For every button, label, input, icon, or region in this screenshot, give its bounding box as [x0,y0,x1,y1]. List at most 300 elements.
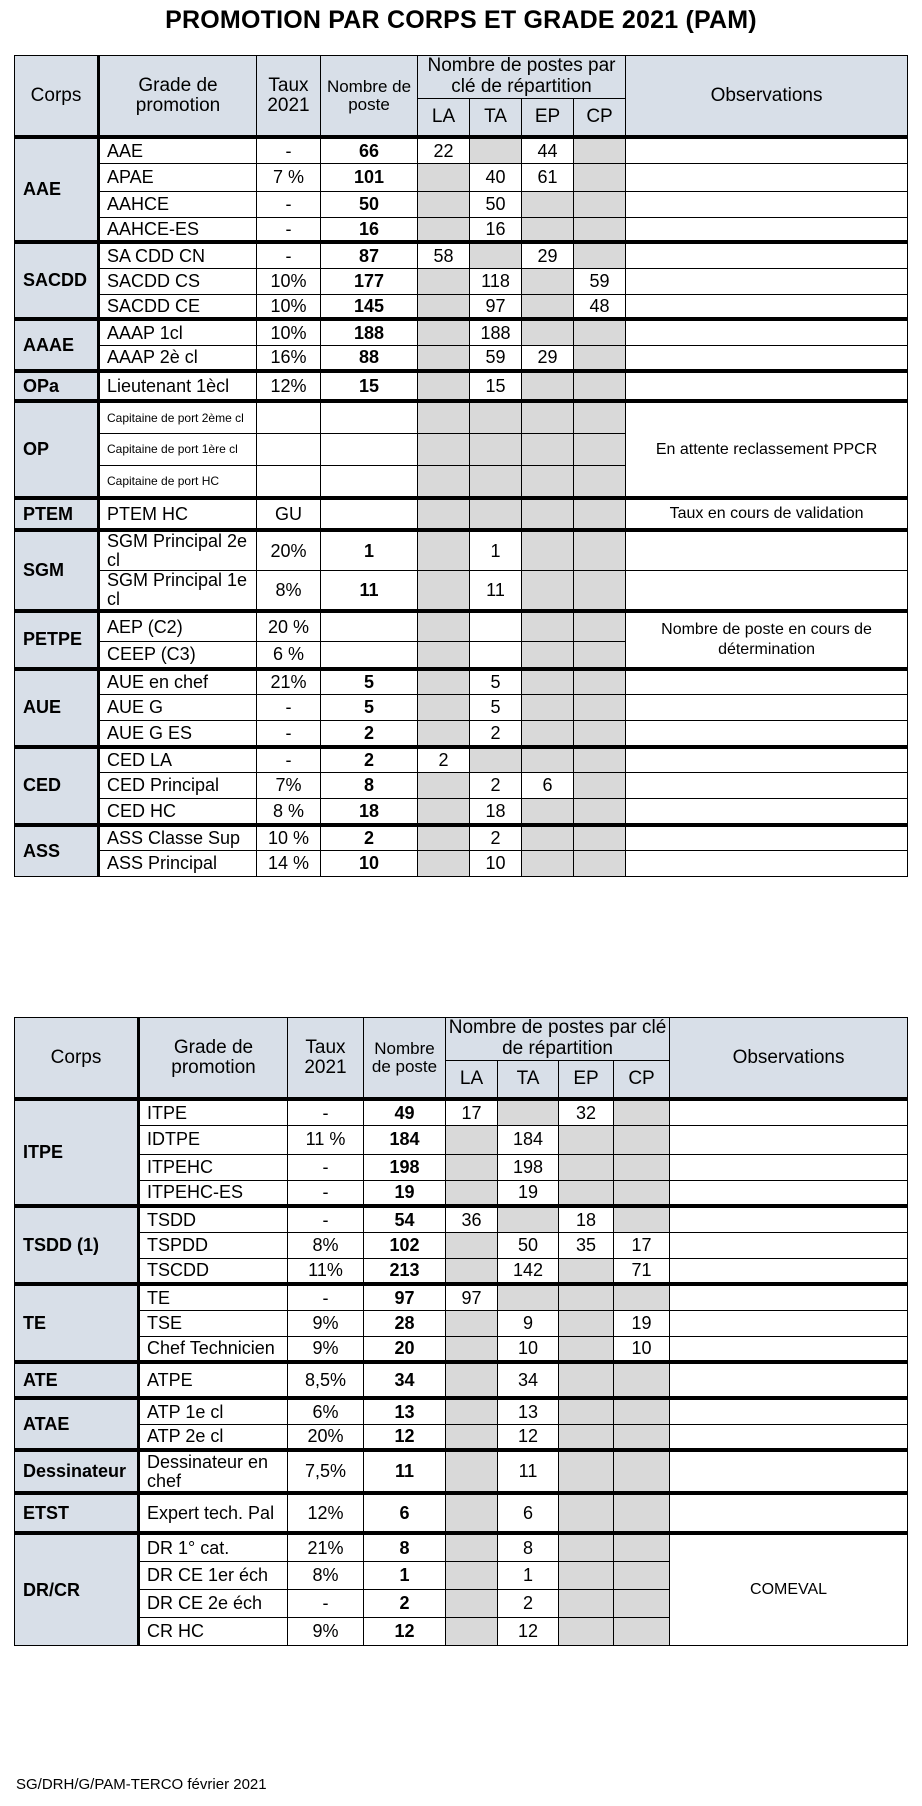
ta-cell: 11 [498,1450,559,1493]
observation-cell [670,1398,908,1424]
nombre-cell: 102 [364,1232,446,1258]
table-row [15,163,908,191]
header-observations: Observations [626,56,908,138]
ep-cell: 18 [559,1206,614,1232]
nombre-cell: 34 [364,1362,446,1398]
grade-cell: CED Principal [99,773,257,799]
la-cell [418,695,470,721]
ep-cell [522,611,574,642]
grade-cell: CR HC [139,1617,288,1645]
ta-cell [470,611,522,642]
ep-cell [559,1450,614,1493]
observation-cell [626,773,908,799]
ta-cell: 198 [498,1154,559,1180]
ep-cell [559,1493,614,1533]
nombre-cell: 8 [364,1533,446,1561]
observation-cell [670,1336,908,1362]
table-row [15,611,908,642]
ta-cell: 13 [498,1398,559,1424]
header-ep: EP [522,98,574,137]
corps-label: SGM [15,530,99,611]
corps-label: PETPE [15,611,99,669]
observation-cell [670,1099,908,1125]
grade-cell: AAAP 2è cl [99,345,257,371]
cp-cell [614,1398,670,1424]
grade-cell: TSDD [139,1206,288,1232]
taux-cell: 9% [288,1310,364,1336]
corps-label: SACDD [15,242,99,319]
nombre-cell: 10 [321,851,418,877]
ep-cell [522,642,574,669]
cp-cell: 10 [614,1336,670,1362]
header-taux: Taux 2021 [288,1018,364,1100]
ta-cell [498,1206,559,1232]
table-row [15,268,908,294]
header-cp: CP [574,98,626,137]
ta-cell: 184 [498,1125,559,1154]
taux-cell: 10 % [257,825,321,851]
ta-cell: 34 [498,1362,559,1398]
ep-cell [522,191,574,217]
taux-cell: 8% [288,1561,364,1589]
cp-cell [614,1589,670,1617]
cp-cell [574,799,626,825]
nombre-cell: 2 [321,825,418,851]
table-row [15,294,908,319]
corps-label: ITPE [15,1099,139,1206]
la-cell [446,1310,498,1336]
grade-cell: ATPE [139,1362,288,1398]
cp-cell [614,1154,670,1180]
la-cell [446,1561,498,1589]
grade-cell: AUE en chef [99,669,257,695]
ta-cell [470,642,522,669]
cp-cell [574,191,626,217]
page-title: PROMOTION PAR CORPS ET GRADE 2021 (PAM) [165,6,757,34]
header-cp: CP [614,1060,670,1099]
observation-cell [670,1206,908,1232]
ep-cell [522,401,574,433]
observation-cell [670,1450,908,1493]
table-row [15,1493,908,1533]
la-cell [446,1154,498,1180]
nombre-cell: 2 [321,747,418,773]
grade-cell: Capitaine de port 1ère cl [99,433,257,465]
nombre-cell: 184 [364,1125,446,1154]
taux-cell: 10% [257,294,321,319]
ep-cell [559,1154,614,1180]
cp-cell [574,137,626,163]
ep-cell [522,498,574,530]
observation-cell [670,1154,908,1180]
taux-cell: - [288,1154,364,1180]
grade-cell: PTEM HC [99,498,257,530]
observation-cell [626,825,908,851]
ep-cell [522,669,574,695]
footer-reference: SG/DRH/G/PAM-TERCO février 2021 [16,1776,267,1793]
header-ep: EP [559,1060,614,1099]
observation-cell [670,1424,908,1450]
grade-cell: CED HC [99,799,257,825]
corps-label: PTEM [15,498,99,530]
cp-cell [614,1493,670,1533]
cp-cell [614,1206,670,1232]
nombre-cell: 49 [364,1099,446,1125]
corps-label: AAAE [15,319,99,371]
grade-cell: Capitaine de port 2ème cl [99,401,257,433]
promotion-table-2 [14,1017,908,1646]
ep-cell [522,465,574,498]
corps-label: Dessinateur [15,1450,139,1493]
la-cell [418,268,470,294]
table-row [15,1258,908,1284]
la-cell [446,1450,498,1493]
la-cell [418,642,470,669]
taux-cell: 11% [288,1258,364,1284]
la-cell [418,825,470,851]
observation-cell [626,530,908,570]
table-row [15,1450,908,1493]
corps-label: ASS [15,825,99,877]
ta-cell: 10 [470,851,522,877]
la-cell [446,1232,498,1258]
grade-cell: Expert tech. Pal [139,1493,288,1533]
ep-cell [522,433,574,465]
nombre-cell: 13 [364,1398,446,1424]
observation-cell [670,1284,908,1310]
header-corps: Corps [15,1018,139,1100]
observation-cell: En attente reclassement PPCR [626,401,908,498]
header-ta: TA [470,98,522,137]
ep-cell [559,1362,614,1398]
grade-cell: DR CE 2e éch [139,1589,288,1617]
grade-cell: ITPE [139,1099,288,1125]
observation-cell [626,721,908,747]
ta-cell: 1 [470,530,522,570]
grade-cell: ATP 1e cl [139,1398,288,1424]
observation-cell [626,217,908,242]
corps-label: OPa [15,371,99,401]
grade-cell: Capitaine de port HC [99,465,257,498]
ep-cell [559,1180,614,1206]
taux-cell: 6 % [257,642,321,669]
taux-cell: 20 % [257,611,321,642]
observation-cell: Taux en cours de validation [626,498,908,530]
la-cell [446,1424,498,1450]
taux-cell: 21% [257,669,321,695]
grade-cell: TSPDD [139,1232,288,1258]
cp-cell [614,1533,670,1561]
ep-cell [522,747,574,773]
la-cell [446,1589,498,1617]
grade-cell: AAAP 1cl [99,319,257,345]
taux-cell: - [257,695,321,721]
header-corps: Corps [15,56,99,138]
la-cell: 97 [446,1284,498,1310]
ta-cell: 18 [470,799,522,825]
grade-cell: IDTPE [139,1125,288,1154]
ta-cell: 15 [470,371,522,401]
ep-cell [559,1284,614,1310]
header-postes: Nombre de postes par clé de répartition [446,1018,670,1061]
grade-cell: SA CDD CN [99,242,257,268]
ta-cell: 5 [470,695,522,721]
la-cell [446,1336,498,1362]
la-cell [418,163,470,191]
ta-cell: 9 [498,1310,559,1336]
table-row [15,571,908,611]
taux-cell: 8,5% [288,1362,364,1398]
ep-cell: 61 [522,163,574,191]
ep-cell [559,1310,614,1336]
ep-cell [522,268,574,294]
observation-cell [626,294,908,319]
ta-cell: 2 [470,773,522,799]
taux-cell: - [288,1099,364,1125]
observation-cell [626,571,908,611]
cp-cell [614,1125,670,1154]
ta-cell [470,433,522,465]
taux-cell: 10% [257,319,321,345]
nombre-cell: 18 [321,799,418,825]
la-cell [418,571,470,611]
cp-cell [574,433,626,465]
table-row [15,1424,908,1450]
ep-cell: 29 [522,345,574,371]
ta-cell: 5 [470,669,522,695]
observation-cell [626,268,908,294]
ta-cell [470,401,522,433]
taux-cell: 12% [257,371,321,401]
la-cell [418,530,470,570]
table-row [15,851,908,877]
nombre-cell: 101 [321,163,418,191]
grade-cell: Lieutenant 1ècl [99,371,257,401]
cp-cell [574,319,626,345]
nombre-cell: 15 [321,371,418,401]
cp-cell [614,1284,670,1310]
nombre-cell: 1 [321,530,418,570]
header-la: LA [418,98,470,137]
table-row [15,1154,908,1180]
ta-cell: 2 [498,1589,559,1617]
nombre-cell: 8 [321,773,418,799]
table-row [15,1533,908,1561]
table-row [15,1206,908,1232]
header-grade: Grade de promotion [139,1018,288,1100]
cp-cell [574,642,626,669]
nombre-cell [321,401,418,433]
ta-cell [470,137,522,163]
table-row [15,217,908,242]
nombre-cell [321,433,418,465]
taux-cell: - [288,1589,364,1617]
taux-cell: 14 % [257,851,321,877]
observation-cell [626,191,908,217]
ep-cell [559,1398,614,1424]
ep-cell [522,530,574,570]
cp-cell [614,1617,670,1645]
ta-cell: 50 [470,191,522,217]
grade-cell: TE [139,1284,288,1310]
grade-cell: AEP (C2) [99,611,257,642]
nombre-cell: 1 [364,1561,446,1589]
table-row [15,1398,908,1424]
ep-cell [559,1424,614,1450]
taux-cell: 11 % [288,1125,364,1154]
header-taux: Taux 2021 [257,56,321,138]
observation-cell [626,242,908,268]
promotion-table-1 [14,55,908,877]
table-row [15,1362,908,1398]
cp-cell: 17 [614,1232,670,1258]
table-row [15,747,908,773]
observation-cell [626,695,908,721]
observation-cell: COMEVAL [670,1533,908,1645]
taux-cell: - [257,217,321,242]
ep-cell [522,695,574,721]
cp-cell [574,721,626,747]
la-cell [418,799,470,825]
cp-cell [574,465,626,498]
taux-cell: 16% [257,345,321,371]
la-cell [446,1533,498,1561]
cp-cell [574,747,626,773]
nombre-cell: 20 [364,1336,446,1362]
table-row [15,825,908,851]
taux-cell: - [288,1284,364,1310]
grade-cell: ITPEHC [139,1154,288,1180]
table-row [15,669,908,695]
table-row [15,345,908,371]
observation-cell [670,1310,908,1336]
ta-cell: 97 [470,294,522,319]
taux-cell [257,433,321,465]
ta-cell [470,242,522,268]
taux-cell: 8% [257,571,321,611]
la-cell [418,498,470,530]
cp-cell: 59 [574,268,626,294]
grade-cell: ITPEHC-ES [139,1180,288,1206]
la-cell: 22 [418,137,470,163]
ta-cell: 118 [470,268,522,294]
la-cell [418,345,470,371]
taux-cell: 21% [288,1533,364,1561]
la-cell [446,1617,498,1645]
observation-cell [670,1362,908,1398]
observation-cell [626,747,908,773]
ta-cell: 2 [470,825,522,851]
ta-cell: 59 [470,345,522,371]
ep-cell [522,371,574,401]
cp-cell [574,695,626,721]
cp-cell [574,611,626,642]
cp-cell: 19 [614,1310,670,1336]
taux-cell: 8 % [257,799,321,825]
observation-cell: Nombre de poste en cours de détermination [626,611,908,669]
observation-cell [626,669,908,695]
grade-cell: AAE [99,137,257,163]
cp-cell [574,669,626,695]
corps-label: TE [15,1284,139,1362]
observation-cell [670,1180,908,1206]
cp-cell [614,1099,670,1125]
grade-cell: AUE G [99,695,257,721]
nombre-cell: 50 [321,191,418,217]
grade-cell: CED LA [99,747,257,773]
corps-label: DR/CR [15,1533,139,1645]
corps-label: ATAE [15,1398,139,1450]
taux-cell: 20% [288,1424,364,1450]
table-row [15,191,908,217]
taux-cell: GU [257,498,321,530]
cp-cell [614,1424,670,1450]
ta-cell: 19 [498,1180,559,1206]
taux-cell: 10% [257,268,321,294]
observation-cell [626,163,908,191]
nombre-cell: 88 [321,345,418,371]
la-cell [418,465,470,498]
grade-cell: ATP 2e cl [139,1424,288,1450]
table-row [15,1125,908,1154]
corps-label: TSDD (1) [15,1206,139,1284]
nombre-cell: 188 [321,319,418,345]
header-nombre: Nombre de poste [364,1018,446,1100]
ta-cell: 188 [470,319,522,345]
grade-cell: DR 1° cat. [139,1533,288,1561]
table-row [15,1310,908,1336]
table-row [15,319,908,345]
la-cell [418,319,470,345]
la-cell [446,1125,498,1154]
nombre-cell: 177 [321,268,418,294]
grade-cell: Chef Technicien [139,1336,288,1362]
ep-cell [559,1125,614,1154]
grade-cell: ASS Classe Sup [99,825,257,851]
observation-cell [626,799,908,825]
table-row [15,1284,908,1310]
nombre-cell: 145 [321,294,418,319]
nombre-cell: 5 [321,669,418,695]
la-cell [418,851,470,877]
taux-cell: 20% [257,530,321,570]
taux-cell: - [257,747,321,773]
taux-cell: 9% [288,1336,364,1362]
table-row [15,371,908,401]
grade-cell: SGM Principal 1e cl [99,571,257,611]
ta-cell: 2 [470,721,522,747]
nombre-cell: 11 [364,1450,446,1493]
la-cell [418,669,470,695]
nombre-cell: 66 [321,137,418,163]
ep-cell [522,217,574,242]
table-row [15,242,908,268]
ta-cell: 12 [498,1617,559,1645]
taux-cell: - [288,1180,364,1206]
la-cell [418,294,470,319]
table-row [15,1180,908,1206]
grade-cell: Dessinateur en chef [139,1450,288,1493]
ta-cell: 1 [498,1561,559,1589]
nombre-cell: 2 [364,1589,446,1617]
grade-cell: CEEP (C3) [99,642,257,669]
ep-cell: 35 [559,1232,614,1258]
table-row [15,401,908,433]
ep-cell [559,1336,614,1362]
cp-cell [574,163,626,191]
cp-cell [574,217,626,242]
taux-cell: - [257,137,321,163]
